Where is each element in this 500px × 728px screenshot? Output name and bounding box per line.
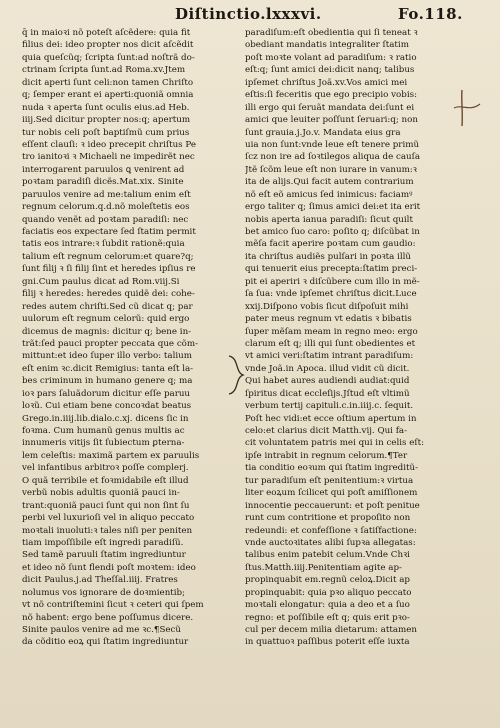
right-column-text-line: cit voluntatem patris mei qui in celis eſt: bbox=[245, 438, 424, 449]
left-column-text-line: da cõditio eoꝝ qui ſtatim ingrediuntur bbox=[22, 637, 189, 648]
right-column-text-line: pit ei aperiri ꝛ diſcũbere cum illo in mẽ- bbox=[245, 276, 420, 287]
right-column-text-line: vnde auctoꝛitates alibi ſupꝛa allegatas: bbox=[245, 537, 416, 548]
right-column-text-line: regno: et poſſibile eſt q; quis erit pꝛo- bbox=[245, 612, 410, 623]
right-column-text-line: talibus enim patebit celum.Vnde Chꝛi bbox=[245, 550, 410, 561]
right-column-text-line: ſunt grauia.j.Jo.v. Mandata eius gra bbox=[245, 127, 401, 138]
left-column-text-line: dicemus de magnis: dicitur q; bene in- bbox=[22, 326, 192, 337]
left-column-text-line: vel infantibus arbitroꝛ poſſe complerj. bbox=[22, 463, 189, 474]
right-column-text-line: vnde Joã.in Apoca. illud vidit cũ dicit. bbox=[245, 363, 410, 374]
left-column-text-line: quando venẽt ad poꝛtam paradiſi: nec bbox=[22, 214, 189, 225]
right-column-text-line: cul per decem milia dietarum: attamen bbox=[245, 625, 417, 635]
left-column-text-line: loꝛũ. Cui etiam bene concoꝛdat beatus bbox=[22, 401, 192, 412]
right-column-text-line: xxij.Diſpono vobis ſicut diſpoſuit mihi bbox=[245, 301, 409, 312]
right-column-text-line: mẽſa facit aperire poꝛtam cum gaudio: bbox=[245, 239, 416, 250]
left-column-text-line: Sinite paulos venire ad me ꝛc.¶Secũ bbox=[22, 625, 182, 635]
left-column-text-line: q̄ in maioꝛi nõ poteſt aſcẽdere: quia fit bbox=[22, 28, 191, 38]
left-column-text-line: foꝛma. Cum humanũ genus multis ac bbox=[22, 426, 185, 436]
folio-number: Fo.118. bbox=[398, 5, 463, 23]
left-column-text-line: paruulos venire ad me:talium enim eſt bbox=[22, 189, 191, 200]
right-column-text-line: tia conditio eoꝛum qui ſtatim ingreditũ- bbox=[245, 463, 419, 474]
left-column-text-line: redes autem chriſti.Sed cũ dicat q; par bbox=[22, 301, 193, 312]
right-column-text-line: in quattuoꝛ paſſibus poterit eſſe iuxta bbox=[245, 637, 410, 648]
right-column-text-line: ſa ſua: vnde ipſemet chriſtus dicit.Luce bbox=[245, 289, 417, 300]
right-column-text-line: pater meus regnum vt edatis ꝛ bibatis bbox=[245, 314, 412, 325]
right-column-text-line: bet amico ſuo caro: poſito q; diſcũbat in bbox=[245, 227, 420, 237]
left-column-text-line: gni.Cum paulus dicat ad Rom.viij.Si bbox=[22, 276, 180, 287]
left-column-text-line: et ideo nõ ſunt flendi poſt moꝛtem: ideo bbox=[22, 562, 196, 573]
left-text-column bbox=[22, 27, 232, 649]
right-column-text-line: uia non ſunt:vnde leue eſt tenere primũ bbox=[245, 139, 420, 150]
left-column-text-line: bes criminum in humano genere q; ma bbox=[22, 376, 193, 387]
right-column-text-line: clarum eſt q; illi qui ſunt obedientes et bbox=[245, 338, 416, 349]
right-column-text-line: paradiſum:eſt obedientia qui ſi teneat ꝛ bbox=[245, 28, 418, 38]
left-column-text-line: uulorum eſt regnum celorũ: quid ergo bbox=[22, 314, 190, 325]
left-column-text-line: perbi vel luxurioſi vel in aliquo peccato bbox=[22, 513, 195, 524]
right-column-text-line: Qui habet aures audiendi audiat:quid bbox=[245, 376, 410, 387]
left-column-text-line: interrogarent paruulos ꝗ venirent ad bbox=[22, 164, 185, 175]
left-column-text-line: filius dei: ideo propter nos dicit aſcẽdit bbox=[22, 40, 194, 51]
left-column-text-line: moꝛtali inuoluti:ꝛ tales niſi per peniten bbox=[22, 525, 193, 536]
left-column-text-line: filij ꝛ heredes: heredes quidẽ dei: cohe- bbox=[22, 289, 195, 300]
left-column-text-line: faciatis eos expectare ſed ſtatim permit bbox=[22, 227, 196, 237]
right-column-text-line: Poſt hec vidi:et ecce oſtium apertum in bbox=[245, 413, 417, 424]
left-column-text-line: eſt enim ꝛc.dicit Remigius: tanta eſt la- bbox=[22, 363, 194, 374]
right-column-text-line: nobis aperta ianua paradiſi: ſicut quilt bbox=[245, 214, 413, 225]
handwritten-bracket-mark bbox=[225, 352, 249, 398]
left-column-text-line: regnum celorum.q.d.nõ moleſtetis eos bbox=[22, 202, 190, 213]
right-column-text-line: propinquabit em.regnũ celoꝝ.Dicit ap bbox=[245, 575, 410, 586]
header-title: Diſtinctio.lxxxvi. bbox=[175, 5, 322, 23]
left-column-text-line: lem celeſtis: maximã partem ex paruulis bbox=[22, 450, 200, 461]
right-column-text-line: eſt:q; ſunt amici dei:dicit nanq; talibus bbox=[245, 65, 415, 76]
right-column-text-line: tur paradiſum eſt penitentium:ꝛ virtua bbox=[245, 475, 414, 486]
right-column-text-line: redeundi: et confeſſione ꝛ ſatiſfactione: bbox=[245, 525, 417, 536]
left-column-text-line: talium eſt regnum celorum:et quare?q; bbox=[22, 251, 194, 262]
left-column-text-line: tiam impoſſibile eſt ingredi paradiſũ. bbox=[22, 537, 184, 548]
right-text-column bbox=[245, 27, 455, 649]
right-column-text-line: ipſemet chriſtus Joã.xv.Vos amici mei bbox=[245, 77, 408, 88]
left-column-text-line: q; ſemper erant ei aperti:quoniã omnia bbox=[22, 90, 194, 101]
right-column-text-line: propinquabit: quia pꝛo aliquo peccato bbox=[245, 587, 412, 598]
right-column-text-line: ita de alijs.Qui facit autem contrarium bbox=[245, 177, 414, 188]
running-header bbox=[0, 0, 500, 26]
right-column-text-line: ſcz non ire ad ſoꝛtilegos aliqua de cauſa bbox=[245, 152, 421, 163]
right-column-text-line: ſtus.Matth.iiij.Penitentiam agite ap- bbox=[245, 562, 402, 573]
right-column-text-line: ipſe intrabit in regnum celorum.¶Ter bbox=[245, 450, 408, 461]
right-column-text-line: celo:et clarius dicit Matth.vij. Qui fa- bbox=[245, 426, 408, 436]
right-column-text-line: nõ eſt eõ amicus ſed inimicus: faciamꝰ bbox=[245, 189, 413, 200]
right-column-text-line: vt amici veri:ſtatim intrant paradiſum: bbox=[245, 351, 414, 362]
left-column-text-line: dicit Paulus.j.ad Theſſal.iiij. Fratres bbox=[22, 575, 178, 586]
left-column-text-line: eſſent clauſi: ꝛ ideo precepit chriſtus Pe bbox=[22, 139, 196, 150]
right-column-text-line: poſt moꝛte volant ad paradiſum: ꝛ ratio bbox=[245, 52, 417, 63]
left-column-text-line: quia queſcũq; ſcripta ſunt:ad noſtrã do- bbox=[22, 52, 195, 63]
left-column-text-line: nõ habent: ergo bene poſſumus dicere. bbox=[22, 612, 194, 623]
right-column-text-line: illi ergo qui ſeruãt mandata dei:ſunt ei bbox=[245, 102, 415, 113]
left-column-text-line: tatis eos intrare:ꝛ ſubdit rationẽ:quia bbox=[22, 239, 185, 250]
right-column-text-line: eſtis:ſi feceritis que ego precipio vobis: bbox=[245, 90, 417, 101]
right-column-text-line: verbum tertij capituli.c.in.iiij.c. ſequit. bbox=[245, 401, 414, 412]
left-column-text-line: iiij.Sed dicitur propter nos:q; apertum bbox=[22, 115, 191, 126]
right-column-text-line: ſpiritus dicat eccleſijs.Jſtud eſt vltimũ bbox=[245, 388, 410, 399]
left-column-text-line: tur nobis celi poſt baptiſmũ cum prius bbox=[22, 127, 190, 138]
left-column-text-line: O quã terribile et foꝛmidabile eſt illud bbox=[22, 475, 189, 486]
left-column-text-line: mittunt:et ideo ſuper illo verbo: talium bbox=[22, 351, 192, 362]
right-column-text-line: amici que leuiter poſſunt ſeruari:q; non bbox=[245, 115, 418, 126]
right-column-text-line: obediant mandatis integraliter ſtatim bbox=[245, 40, 409, 51]
marginal-annotation-mark bbox=[452, 88, 482, 128]
right-column-text-line: ſuper mẽſam meam in regno meo: ergo bbox=[245, 326, 418, 337]
left-column-text-line: ioꝛ pars ſaluãdorum dicitur eſſe paruu bbox=[22, 388, 191, 399]
right-column-text-line: ita chriſtus audiẽs pulſari in poꝛta illũ bbox=[245, 251, 412, 262]
left-column-text-line: ſunt filij ꝛ ſi filij ſint et heredes ipſius re bbox=[22, 264, 196, 275]
right-column-text-line: Jtẽ ſcõm leue eſt non iurare in vanum:ꝛ bbox=[245, 164, 417, 175]
left-column-text-line: poꝛtam paradiſi dicẽs.Mat.xix. Sinite bbox=[22, 177, 184, 188]
right-column-text-line: ergo taliter q; ſimus amici dei:et ita erit bbox=[245, 202, 421, 213]
left-column-text-line: tro ianitoꝛi ꝛ Michaeli ne impedirẽt nec bbox=[22, 152, 195, 163]
left-column-text-line: trãt:ſed pauci propter peccata que cõm- bbox=[22, 338, 199, 349]
right-column-text-line: liter eoꝝum ſcilicet qui poſt amiſſionem bbox=[245, 488, 418, 499]
left-column-text-line: vt nõ contriſtemini ſicut ꝛ ceteri qui ſpem bbox=[22, 600, 204, 611]
left-column-text-line: trant:quoniã pauci ſunt qui non ſint ſu bbox=[22, 500, 190, 511]
left-column-text-line: Sed tamẽ paruuli ſtatim ingrediuntur bbox=[22, 550, 186, 561]
left-column-text-line: innumeris vitijs ſit ſubiectum ꝑterna- bbox=[22, 438, 185, 449]
right-column-text-line: qui tenuerit eius precepta:ſtatim preci- bbox=[245, 264, 418, 275]
left-column-text-line: Grego.in.iiij.lib.dialo.c.xj. dicens ſic in bbox=[22, 413, 189, 424]
left-column-text-line: dicit aperti ſunt celi:non tamen Chriſto bbox=[22, 77, 194, 88]
right-column-text-line: moꝛtali elongatur: quia a deo et a ſuo bbox=[245, 600, 410, 611]
left-column-text-line: ctrinam ſcripta ſunt.ad Roma.xv.Jtem bbox=[22, 65, 186, 76]
left-column-text-line: nolumus vos ignorare de doꝛmientib; bbox=[22, 587, 186, 598]
left-column-text-line: nuda ꝛ aperta ſunt oculis eius.ad Heb. bbox=[22, 102, 190, 113]
right-column-text-line: runt cum contritione et propoſito non bbox=[245, 513, 411, 524]
right-column-text-line: innocentie peccauerunt: et poſt penitue bbox=[245, 500, 420, 511]
left-column-text-line: verbũ nobis adultis quoniã pauci in- bbox=[22, 488, 180, 499]
